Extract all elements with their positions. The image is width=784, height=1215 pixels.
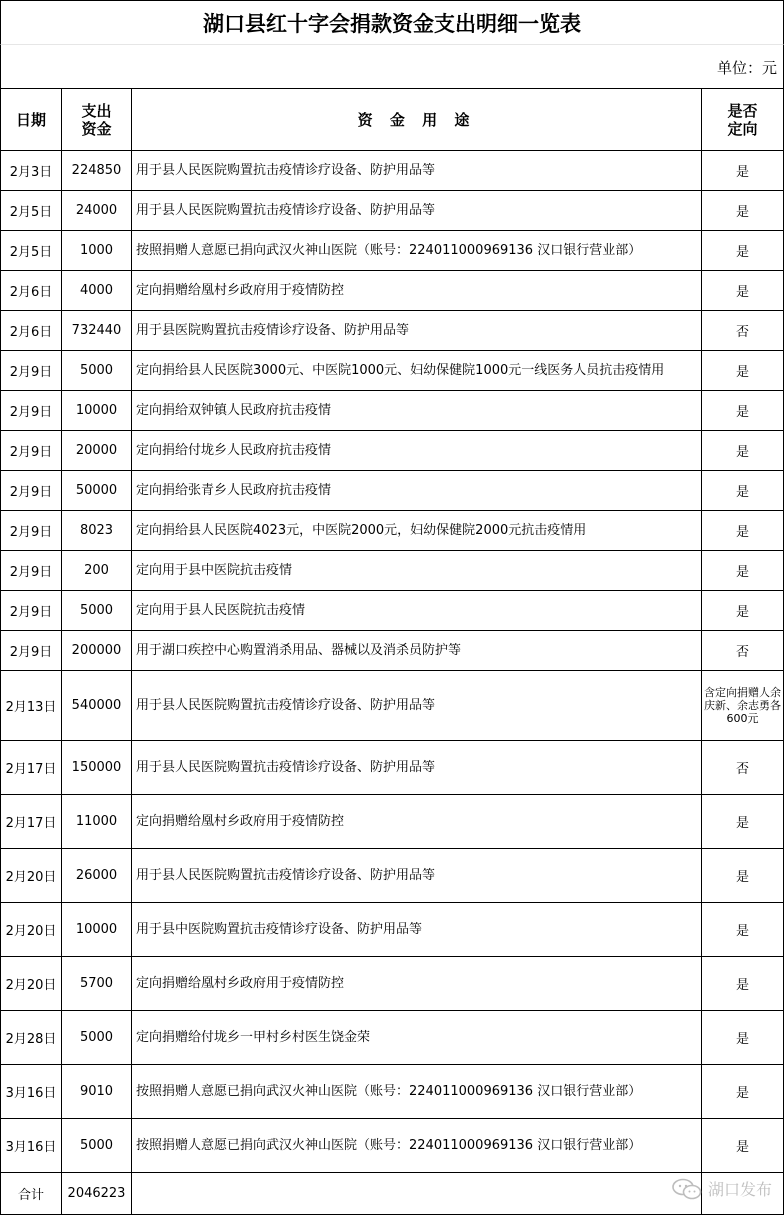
row-flag: 含定向捐赠人余庆新、余志勇各600元	[702, 671, 784, 741]
row-purpose: 定向捐给双钟镇人民政府抗击疫情	[132, 391, 702, 431]
unit-row	[0, 44, 784, 89]
table-row	[1, 311, 784, 351]
row-amount: 9010	[62, 1065, 132, 1119]
row-purpose: 定向捐赠给凰村乡政府用于疫情防控	[132, 795, 702, 849]
row-purpose: 定向捐给张青乡人民政府抗击疫情	[132, 471, 702, 511]
row-amount: 540000	[62, 671, 132, 741]
row-amount: 24000	[62, 191, 132, 231]
total-label: 合计	[1, 1173, 62, 1215]
row-purpose: 用于县中医院购置抗击疫情诊疗设备、防护用品等	[132, 903, 702, 957]
row-purpose: 按照捐赠人意愿已捐向武汉火神山医院（账号：224011000969136 汉口银行营业部）	[132, 1119, 702, 1173]
row-purpose: 定向用于县人民医院抗击疫情	[132, 591, 702, 631]
table-row	[1, 1119, 784, 1173]
table-body	[1, 151, 784, 1173]
row-amount: 224850	[62, 151, 132, 191]
row-flag: 是	[702, 431, 784, 471]
table-row	[1, 431, 784, 471]
row-flag: 是	[702, 151, 784, 191]
row-date: 2月5日	[1, 191, 62, 231]
header-flag-line1: 是否	[727, 101, 758, 120]
table-row	[1, 471, 784, 511]
row-date: 2月9日	[1, 591, 62, 631]
total-row	[1, 1173, 784, 1215]
row-flag: 是	[702, 1065, 784, 1119]
row-purpose: 用于湖口疾控中心购置消杀用品、器械以及消杀员防护等	[132, 631, 702, 671]
table-row	[1, 271, 784, 311]
row-amount: 20000	[62, 431, 132, 471]
row-purpose: 用于县人民医院购置抗击疫情诊疗设备、防护用品等	[132, 191, 702, 231]
row-date: 2月17日	[1, 795, 62, 849]
total-amount: 2046223	[62, 1173, 132, 1215]
row-purpose: 定向用于县中医院抗击疫情	[132, 551, 702, 591]
row-amount: 10000	[62, 903, 132, 957]
table-row	[1, 391, 784, 431]
row-flag: 否	[702, 311, 784, 351]
row-date: 2月6日	[1, 311, 62, 351]
table-row	[1, 511, 784, 551]
row-amount: 26000	[62, 849, 132, 903]
table-row	[1, 671, 784, 741]
row-date: 2月20日	[1, 849, 62, 903]
row-amount: 10000	[62, 391, 132, 431]
row-date: 2月3日	[1, 151, 62, 191]
header-date: 日期	[1, 89, 62, 151]
row-purpose: 用于县人民医院购置抗击疫情诊疗设备、防护用品等	[132, 671, 702, 741]
table-row	[1, 551, 784, 591]
table-row	[1, 957, 784, 1011]
row-amount: 5000	[62, 1011, 132, 1065]
row-amount: 11000	[62, 795, 132, 849]
header-flag	[702, 89, 784, 151]
row-flag: 否	[702, 741, 784, 795]
row-flag: 是	[702, 1011, 784, 1065]
row-purpose: 用于县人民医院购置抗击疫情诊疗设备、防护用品等	[132, 151, 702, 191]
row-purpose: 定向捐赠给凰村乡政府用于疫情防控	[132, 957, 702, 1011]
row-date: 2月9日	[1, 511, 62, 551]
row-flag: 是	[702, 351, 784, 391]
row-amount: 200000	[62, 631, 132, 671]
header-row	[1, 89, 784, 151]
row-date: 2月28日	[1, 1011, 62, 1065]
row-amount: 732440	[62, 311, 132, 351]
row-flag: 是	[702, 1119, 784, 1173]
row-purpose: 定向捐赠给付垅乡一甲村乡村医生饶金荣	[132, 1011, 702, 1065]
table-row	[1, 795, 784, 849]
header-amount-line2: 资金	[81, 119, 112, 138]
row-flag: 是	[702, 903, 784, 957]
row-amount: 50000	[62, 471, 132, 511]
row-date: 2月9日	[1, 391, 62, 431]
row-flag: 是	[702, 795, 784, 849]
table-row	[1, 231, 784, 271]
row-date: 2月9日	[1, 351, 62, 391]
row-purpose: 用于县人民医院购置抗击疫情诊疗设备、防护用品等	[132, 849, 702, 903]
row-flag: 是	[702, 271, 784, 311]
row-amount: 5000	[62, 351, 132, 391]
row-purpose: 用于县医院购置抗击疫情诊疗设备、防护用品等	[132, 311, 702, 351]
unit-label: 单位：元	[716, 59, 777, 77]
row-purpose: 定向捐赠给凰村乡政府用于疫情防控	[132, 271, 702, 311]
row-flag: 是	[702, 471, 784, 511]
table-row	[1, 191, 784, 231]
row-amount: 200	[62, 551, 132, 591]
header-amount	[62, 89, 132, 151]
row-date: 2月9日	[1, 431, 62, 471]
row-purpose: 定向捐给县人民医院3000元、中医院1000元、妇幼保健院1000元一线医务人员抗击疫情用	[132, 351, 702, 391]
row-flag: 是	[702, 391, 784, 431]
row-date: 2月20日	[1, 957, 62, 1011]
row-purpose: 按照捐赠人意愿已捐向武汉火神山医院（账号：224011000969136 汉口银行营业部）	[132, 1065, 702, 1119]
row-flag: 是	[702, 191, 784, 231]
header-amount-line1: 支出	[81, 101, 112, 120]
table-row	[1, 151, 784, 191]
table-row	[1, 741, 784, 795]
row-flag: 是	[702, 957, 784, 1011]
row-flag: 是	[702, 511, 784, 551]
row-amount: 5700	[62, 957, 132, 1011]
header-flag-line2: 定向	[727, 119, 758, 138]
row-date: 2月20日	[1, 903, 62, 957]
header-purpose: 资 金 用 途	[132, 89, 702, 151]
row-amount: 5000	[62, 591, 132, 631]
table-row	[1, 903, 784, 957]
total-purpose-empty	[132, 1173, 702, 1215]
row-purpose: 用于县人民医院购置抗击疫情诊疗设备、防护用品等	[132, 741, 702, 795]
row-date: 3月16日	[1, 1065, 62, 1119]
wechat-icon	[672, 1178, 702, 1200]
row-purpose: 按照捐赠人意愿已捐向武汉火神山医院（账号：224011000969136 汉口银行营业部）	[132, 231, 702, 271]
row-flag: 是	[702, 849, 784, 903]
watermark	[672, 1177, 772, 1200]
row-flag: 否	[702, 631, 784, 671]
table-row	[1, 849, 784, 903]
table-row	[1, 351, 784, 391]
row-flag: 是	[702, 551, 784, 591]
row-purpose: 定向捐给付垅乡人民政府抗击疫情	[132, 431, 702, 471]
row-flag: 是	[702, 591, 784, 631]
table-row	[1, 591, 784, 631]
row-date: 2月9日	[1, 471, 62, 511]
row-date: 3月16日	[1, 1119, 62, 1173]
watermark-text: 湖口发布	[707, 1180, 772, 1199]
row-date: 2月6日	[1, 271, 62, 311]
sheet-title: 湖口县红十字会捐款资金支出明细一览表	[0, 0, 784, 45]
table-row	[1, 1011, 784, 1065]
row-amount: 5000	[62, 1119, 132, 1173]
row-amount: 4000	[62, 271, 132, 311]
row-date: 2月13日	[1, 671, 62, 741]
row-amount: 150000	[62, 741, 132, 795]
row-date: 2月9日	[1, 551, 62, 591]
expense-table	[0, 88, 784, 1215]
row-purpose: 定向捐给县人民医院4023元，中医院2000元，妇幼保健院2000元抗击疫情用	[132, 511, 702, 551]
table-row	[1, 631, 784, 671]
row-amount: 8023	[62, 511, 132, 551]
row-date: 2月5日	[1, 231, 62, 271]
row-amount: 1000	[62, 231, 132, 271]
row-flag: 是	[702, 231, 784, 271]
row-date: 2月9日	[1, 631, 62, 671]
row-date: 2月17日	[1, 741, 62, 795]
table-row	[1, 1065, 784, 1119]
